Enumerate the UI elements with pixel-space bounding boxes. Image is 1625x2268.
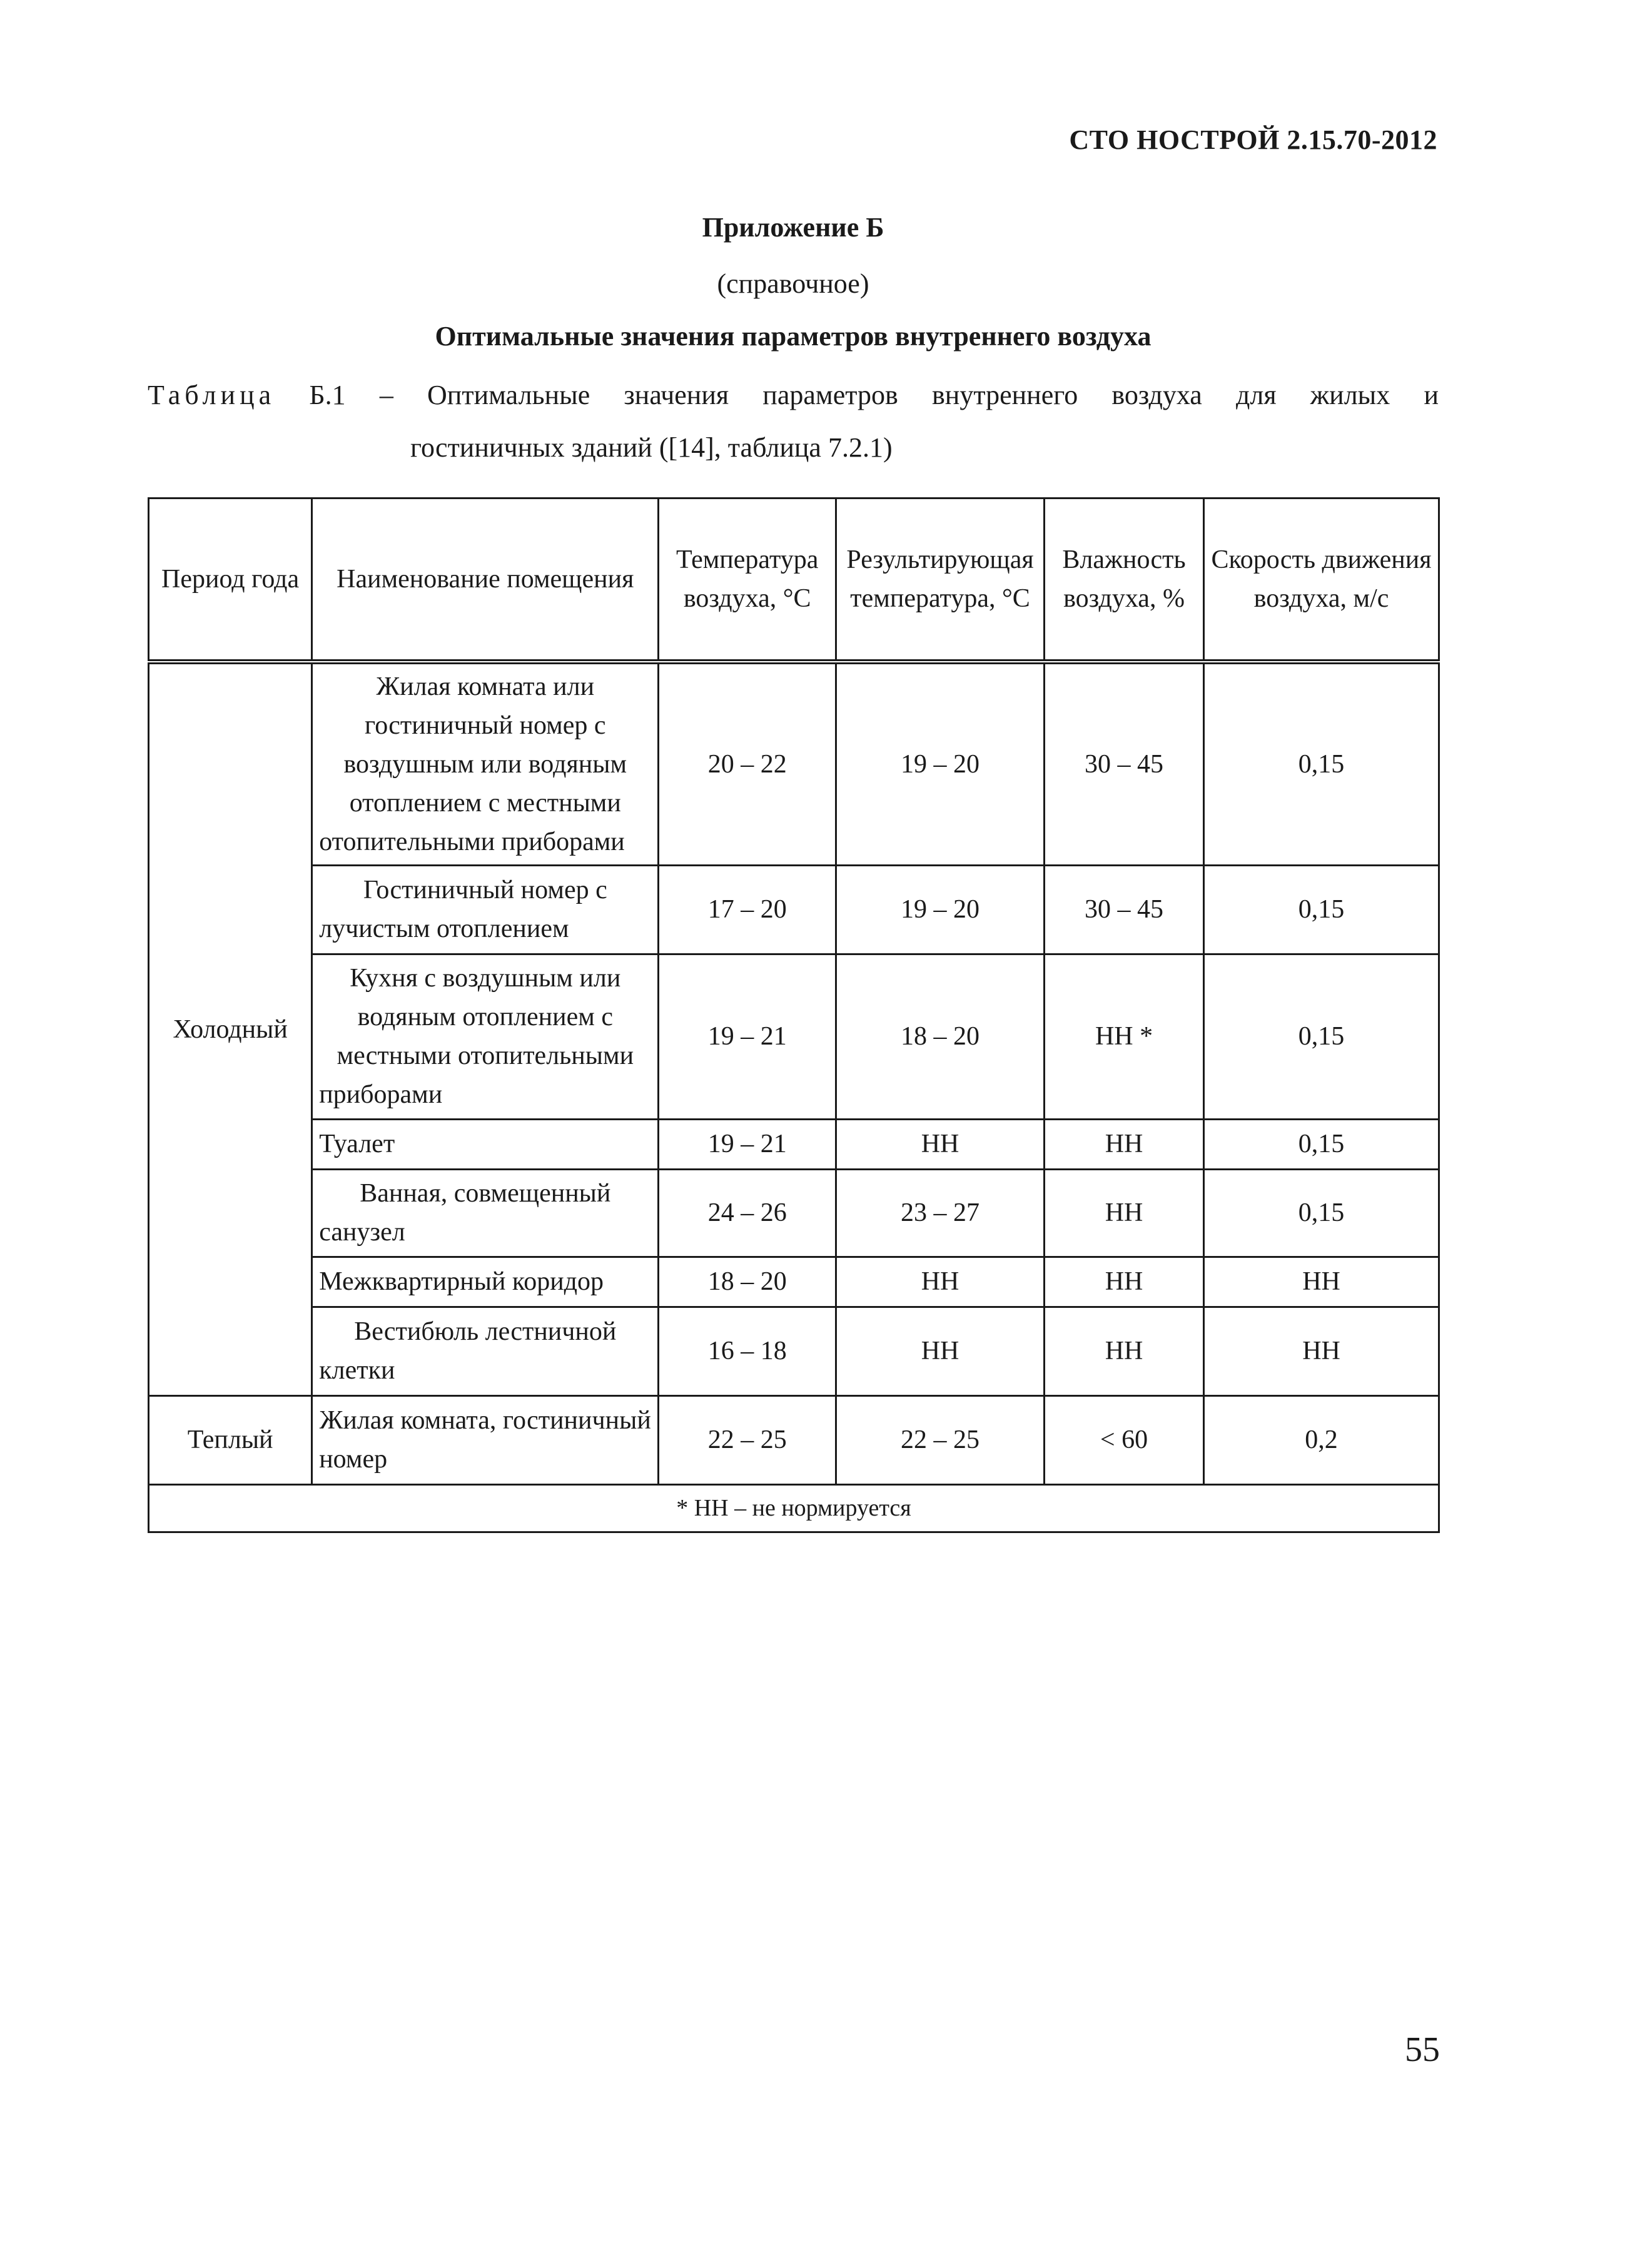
header-air-temperature: Температура воздуха, °С [659,499,836,662]
table-row [149,1257,1439,1307]
result-temp-cell: 22 – 25 [836,1395,1045,1484]
caption-word: параметров [762,380,898,410]
caption-word: значения [624,380,729,410]
table-header-row [149,499,1439,662]
appendix-heading: Оптимальные значения параметров внутреннего воздуха [435,321,1152,352]
air-parameters-table [148,497,1440,1533]
speed-cell: 0,15 [1204,1169,1439,1257]
table-row [149,1395,1439,1484]
result-temp-cell: 18 – 20 [836,954,1045,1119]
humidity-cell: < 60 [1045,1395,1204,1484]
caption-label: Таблица [148,380,276,410]
table-row [149,1307,1439,1395]
result-temp-cell: 19 – 20 [836,865,1045,954]
temp-cell: 16 – 18 [659,1307,836,1395]
speed-cell: 0,15 [1204,954,1439,1119]
speed-cell: 0,2 [1204,1395,1439,1484]
caption-word: – [379,380,393,410]
temp-cell: 17 – 20 [659,865,836,954]
header-humidity: Влажность воздуха, % [1045,499,1204,662]
caption-word: жилых [1310,380,1390,410]
page-number: 55 [1405,2030,1440,2069]
footnote-row [149,1484,1439,1532]
appendix-title: Приложение Б [702,212,884,243]
caption-word: для [1236,380,1277,410]
temp-cell: 19 – 21 [659,1119,836,1169]
result-temp-cell: НН [836,1257,1045,1307]
room-cell: Ванная, совмещенный санузел [312,1169,659,1257]
humidity-cell: 30 – 45 [1045,865,1204,954]
header-room: Наименование помещения [312,499,659,662]
speed-cell: НН [1204,1257,1439,1307]
header-resulting-temperature: Результирующая температура, °С [836,499,1045,662]
room-cell: Жилая комната или гостиничный номер с воздушным или водяным отоплением с местными отопительными приборами [312,662,659,865]
appendix-type: (справочное) [717,268,869,299]
temp-cell: 18 – 20 [659,1257,836,1307]
header-period: Период года [149,499,312,662]
table-row [149,662,1439,865]
header-air-speed: Скорость движения воздуха, м/с [1204,499,1439,662]
caption-word: внутреннего [932,380,1078,410]
table-row [149,1119,1439,1169]
speed-cell: 0,15 [1204,865,1439,954]
table-row [149,1169,1439,1257]
period-cell: Теплый [149,1395,312,1484]
room-cell: Межквартирный коридор [312,1257,659,1307]
humidity-cell: 30 – 45 [1045,662,1204,865]
temp-cell: 20 – 22 [659,662,836,865]
caption-word: Б.1 [309,380,346,410]
humidity-cell: НН [1045,1257,1204,1307]
humidity-cell: НН [1045,1307,1204,1395]
caption-word: воздуха [1111,380,1202,410]
period-cell: Холодный [149,662,312,1395]
room-cell: Туалет [312,1119,659,1169]
caption-line-1 [148,369,1439,422]
caption-word: и [1424,380,1439,410]
temp-cell: 22 – 25 [659,1395,836,1484]
humidity-cell: НН [1045,1169,1204,1257]
table-row [149,954,1439,1119]
speed-cell: НН [1204,1307,1439,1395]
result-temp-cell: НН [836,1119,1045,1169]
humidity-cell: НН [1045,1119,1204,1169]
table-footnote: * НН – не нормируется [149,1484,1439,1532]
temp-cell: 19 – 21 [659,954,836,1119]
temp-cell: 24 – 26 [659,1169,836,1257]
speed-cell: 0,15 [1204,1119,1439,1169]
room-cell: Кухня с воздушным или водяным отоплением с местными отопительными приборами [312,954,659,1119]
table-row [149,865,1439,954]
caption-line-2: гостиничных зданий ([14], таблица 7.2.1) [410,432,893,463]
room-cell: Жилая комната, гостиничный номер [312,1395,659,1484]
humidity-cell: НН * [1045,954,1204,1119]
result-temp-cell: НН [836,1307,1045,1395]
caption-word: Оптимальные [427,380,590,410]
result-temp-cell: 19 – 20 [836,662,1045,865]
table-caption [148,369,1439,474]
room-cell: Вестибюль лестничной клетки [312,1307,659,1395]
document-code: СТО НОСТРОЙ 2.15.70-2012 [1069,124,1437,155]
room-cell: Гостиничный номер с лучистым отоплением [312,865,659,954]
result-temp-cell: 23 – 27 [836,1169,1045,1257]
speed-cell: 0,15 [1204,662,1439,865]
